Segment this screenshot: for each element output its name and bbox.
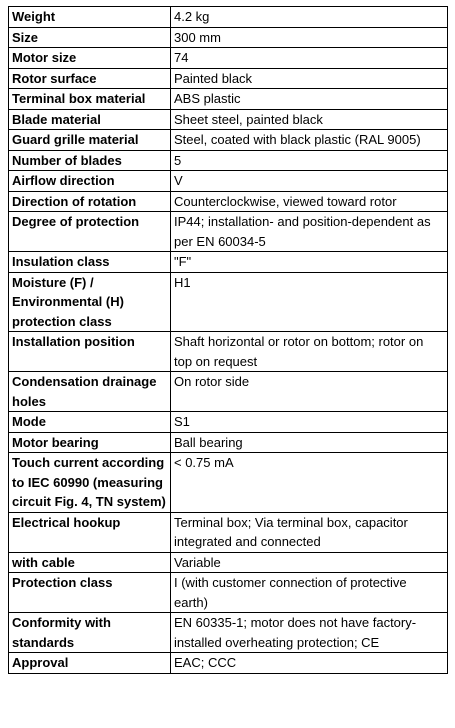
row-label: Rotor surface [9, 68, 171, 89]
table-row [9, 613, 448, 653]
row-label: Guard grille material [9, 130, 171, 151]
row-value: Counterclockwise, viewed toward rotor [171, 191, 448, 212]
row-value: Sheet steel, painted black [171, 109, 448, 130]
row-label: Mode [9, 412, 171, 433]
table-row [9, 191, 448, 212]
row-value: 300 mm [171, 27, 448, 48]
row-value: V [171, 171, 448, 192]
row-label: Degree of protection [9, 212, 171, 252]
row-label: Motor size [9, 48, 171, 69]
table-row [9, 432, 448, 453]
row-value: On rotor side [171, 372, 448, 412]
row-value: IP44; installation- and position-dependent as per EN 60034-5 [171, 212, 448, 252]
row-value: ABS plastic [171, 89, 448, 110]
table-row [9, 89, 448, 110]
row-label: Insulation class [9, 252, 171, 273]
row-label: Motor bearing [9, 432, 171, 453]
row-label: Protection class [9, 573, 171, 613]
spec-sheet [8, 6, 448, 674]
table-row [9, 372, 448, 412]
row-value: Shaft horizontal or rotor on bottom; rotor on top on request [171, 332, 448, 372]
row-value: 5 [171, 150, 448, 171]
table-row [9, 48, 448, 69]
row-label: Condensation drainage holes [9, 372, 171, 412]
table-row [9, 412, 448, 433]
table-row [9, 252, 448, 273]
table-row [9, 272, 448, 332]
row-label: with cable [9, 552, 171, 573]
table-row [9, 7, 448, 28]
row-label: Airflow direction [9, 171, 171, 192]
row-value: S1 [171, 412, 448, 433]
row-value: H1 [171, 272, 448, 332]
specifications-table [8, 6, 448, 674]
row-value: Terminal box; Via terminal box, capacitor integrated and connected [171, 512, 448, 552]
row-value: I (with customer connection of protective earth) [171, 573, 448, 613]
table-row [9, 68, 448, 89]
table-row [9, 212, 448, 252]
row-value: EN 60335-1; motor does not have factory-installed overheating protection; CE [171, 613, 448, 653]
row-label: Installation position [9, 332, 171, 372]
row-value: < 0.75 mA [171, 453, 448, 513]
row-label: Approval [9, 653, 171, 674]
row-label: Conformity with standards [9, 613, 171, 653]
row-value: 4.2 kg [171, 7, 448, 28]
table-row [9, 109, 448, 130]
table-row [9, 653, 448, 674]
row-label: Electrical hookup [9, 512, 171, 552]
row-value: Steel, coated with black plastic (RAL 9005) [171, 130, 448, 151]
row-label: Weight [9, 7, 171, 28]
table-row [9, 150, 448, 171]
row-value: EAC; CCC [171, 653, 448, 674]
table-row [9, 171, 448, 192]
table-row [9, 552, 448, 573]
row-label: Blade material [9, 109, 171, 130]
table-row [9, 573, 448, 613]
row-value: Ball bearing [171, 432, 448, 453]
row-value: Variable [171, 552, 448, 573]
table-row [9, 332, 448, 372]
row-value: 74 [171, 48, 448, 69]
table-row [9, 27, 448, 48]
row-label: Terminal box material [9, 89, 171, 110]
row-label: Size [9, 27, 171, 48]
row-value: Painted black [171, 68, 448, 89]
table-row [9, 130, 448, 151]
row-label: Direction of rotation [9, 191, 171, 212]
row-label: Moisture (F) / Environmental (H) protection class [9, 272, 171, 332]
table-row [9, 453, 448, 513]
table-row [9, 512, 448, 552]
row-label: Touch current according to IEC 60990 (measuring circuit Fig. 4, TN system) [9, 453, 171, 513]
row-value: "F" [171, 252, 448, 273]
row-label: Number of blades [9, 150, 171, 171]
